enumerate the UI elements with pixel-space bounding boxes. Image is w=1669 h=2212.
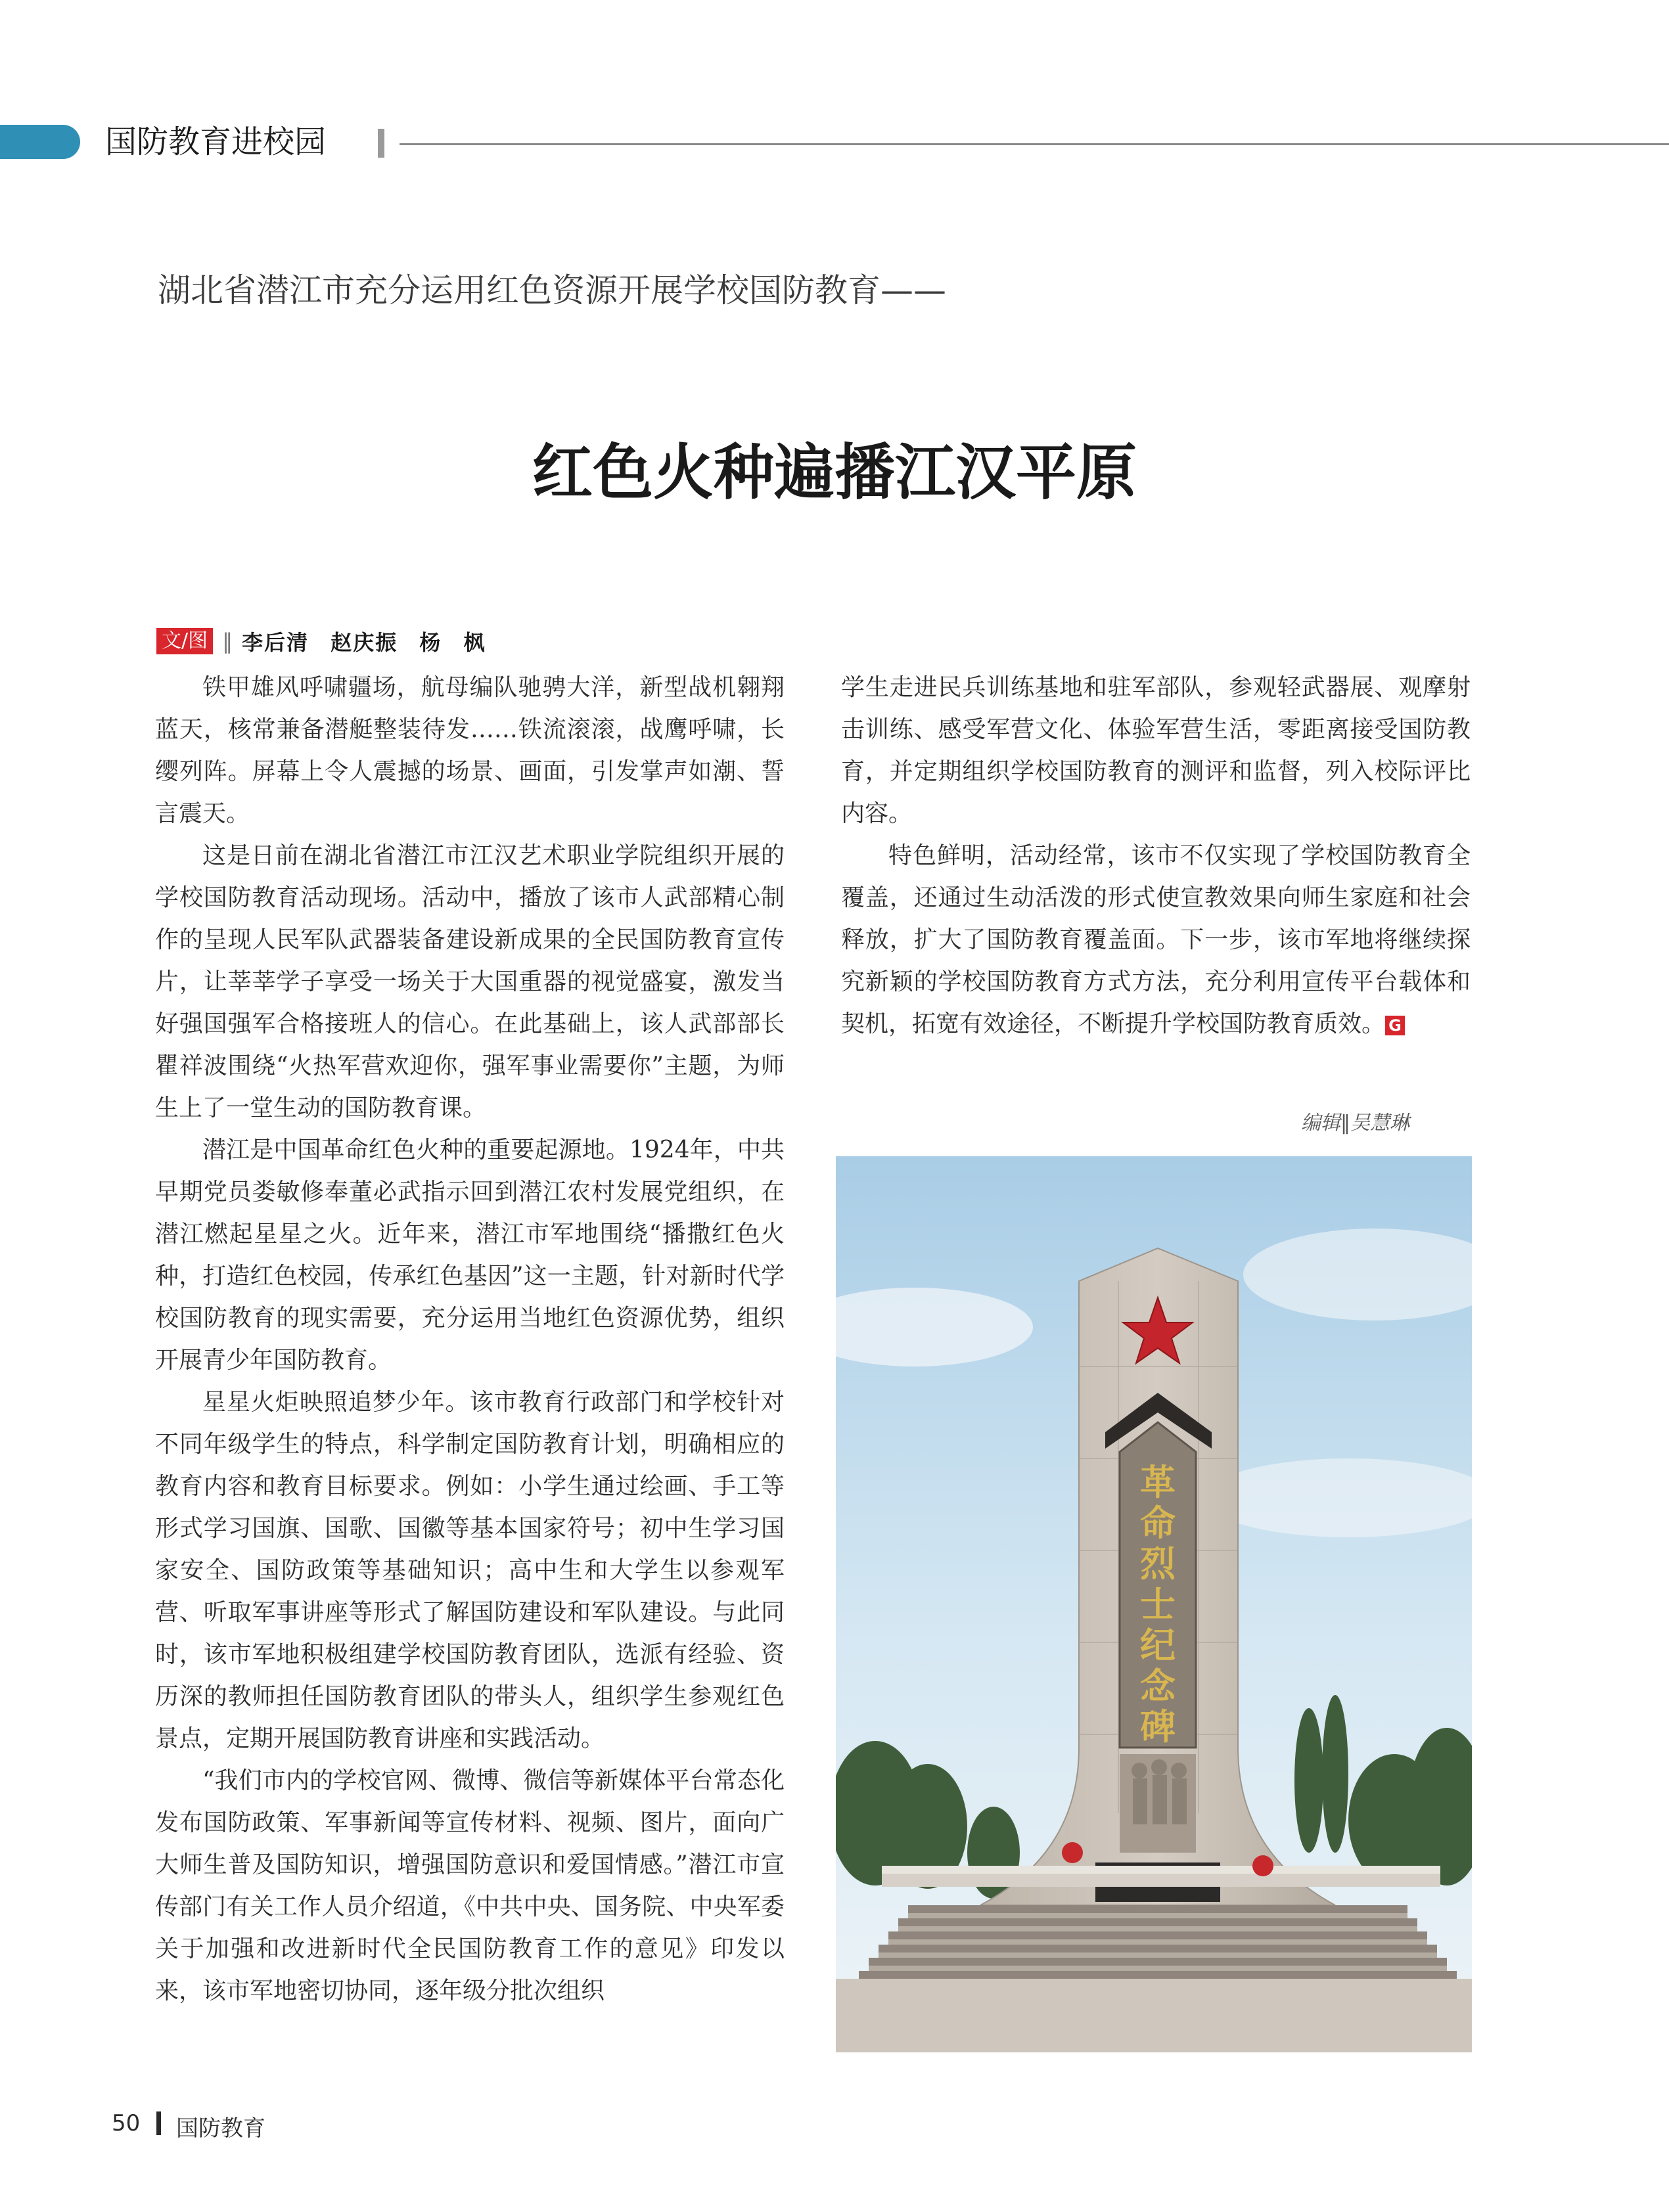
monument-illustration: [836, 1156, 1472, 2052]
inscription-character: 纪: [1140, 1624, 1176, 1666]
page-number: 50: [112, 2110, 141, 2136]
paragraph: “我们市内的学校官网、微博、微信等新媒体平台常态化发布国防政策、军事新闻等宣传材料、视频、图片，面向广大师生普及国防知识，增强国防意识和爱国情感。”潜江市宣传部门有关工作人员介绍道，《中共中央、国务院、中央军委关于加强和改进新时代全民国防教育工作的意见》印发以来，该市军地密切协同，逐年级分批次组织: [155, 1767, 785, 2004]
paragraph: 铁甲雄风呼啸疆场，航母编队驰骋大洋，新型战机翱翔蓝天，核常兼备潜艇整装待发……铁流滚滚，战鹰呼啸，长缨列阵。屏幕上令人震撼的场景、画面，引发掌声如潮、誓言震天。: [155, 674, 785, 827]
paragraph: 这是日前在湖北省潜江市江汉艺术职业学院组织开展的学校国防教育活动现场。活动中，播放了该市人武部精心制作的呈现人民军队武器装备建设新成果的全民国防教育宣传片，让莘莘学子享受一场关于大国重器的视觉盛宴，激发当好强国强军合格接班人的信心。在此基础上，该人武部部长瞿祥波围绕“火热军营欢迎你，强军事业需要你”主题，为师生上了一堂生动的国防教育课。: [155, 842, 785, 1121]
magazine-name: 国防教育: [176, 2115, 265, 2142]
article-right-column: [841, 667, 1471, 1045]
monument-photo: [836, 1156, 1472, 2052]
section-tab-marker: [0, 125, 80, 159]
inscription-character: 命: [1140, 1502, 1176, 1544]
end-mark-icon: G: [1385, 1016, 1405, 1035]
header-separator: [378, 129, 384, 158]
byline-tag: 文/图: [156, 628, 213, 654]
inscription-character: 士: [1140, 1583, 1176, 1625]
article-subtitle: 湖北省潜江市充分运用红色资源开展学校国防教育——: [158, 271, 946, 309]
footer-separator: [156, 2111, 161, 2135]
byline-separator: ‖: [222, 629, 233, 654]
article-left-column: [155, 667, 785, 2012]
header-rule: [400, 143, 1669, 145]
monument-inscription: [1140, 1461, 1176, 1748]
inscription-character: 烈: [1140, 1543, 1176, 1585]
paragraph-last-text: 特色鲜明，活动经常，该市不仅实现了学校国防教育全覆盖，还通过生动活泼的形式使宣教效果向师生家庭和社会释放，扩大了国防教育覆盖面。下一步，该市军地将继续探究新颖的学校国防教育方式方法，充分利用宣传平台载体和契机，拓宽有效途径，不断提升学校国防教育质效。: [841, 842, 1471, 1037]
section-title: 国防教育进校园: [105, 124, 327, 160]
byline-authors: 李后清 赵庆振 杨 枫: [242, 630, 486, 655]
paragraph: 星星火炬映照追梦少年。该市教育行政部门和学校针对不同年级学生的特点，科学制定国防教育计划，明确相应的教育内容和教育目标要求。例如：小学生通过绘画、手工等形式学习国旗、国歌、国徽等基本国家符号；初中生学习国家安全、国防政策等基础知识；高中生和大学生以参观军营、听取军事讲座等形式了解国防建设和军队建设。与此同时，该市军地积极组建学校国防教育团队，选派有经验、资历深的教师担任国防教育团队的带头人，组织学生参观红色景点，定期开展国防教育讲座和实践活动。: [155, 1389, 785, 1752]
inscription-character: 革: [1140, 1461, 1176, 1503]
paragraph: 潜江是中国革命红色火种的重要起源地。1924年，中共早期党员娄敏修奉董必武指示回到潜江农村发展党组织，在潜江燃起星星之火。近年来，潜江市军地围绕“播撒红色火种，打造红色校园，传承红色基因”这一主题，针对新时代学校国防教育的现实需要，充分运用当地红色资源优势，组织开展青少年国防教育。: [155, 1137, 785, 1374]
inscription-character: 碑: [1140, 1705, 1176, 1748]
article-title: 红色火种遍播江汉平原: [532, 438, 1137, 508]
inscription-character: 念: [1140, 1665, 1176, 1707]
editor-credit: 编辑‖吴慧琳: [1301, 1112, 1409, 1135]
byline: [156, 627, 486, 656]
paragraph-last: [841, 835, 1471, 1045]
paragraph: 学生走进民兵训练基地和驻军部队，参观轻武器展、观摩射击训练、感受军营文化、体验军营生活，零距离接受国防教育，并定期组织学校国防教育的测评和监督，列入校际评比内容。: [841, 674, 1471, 827]
